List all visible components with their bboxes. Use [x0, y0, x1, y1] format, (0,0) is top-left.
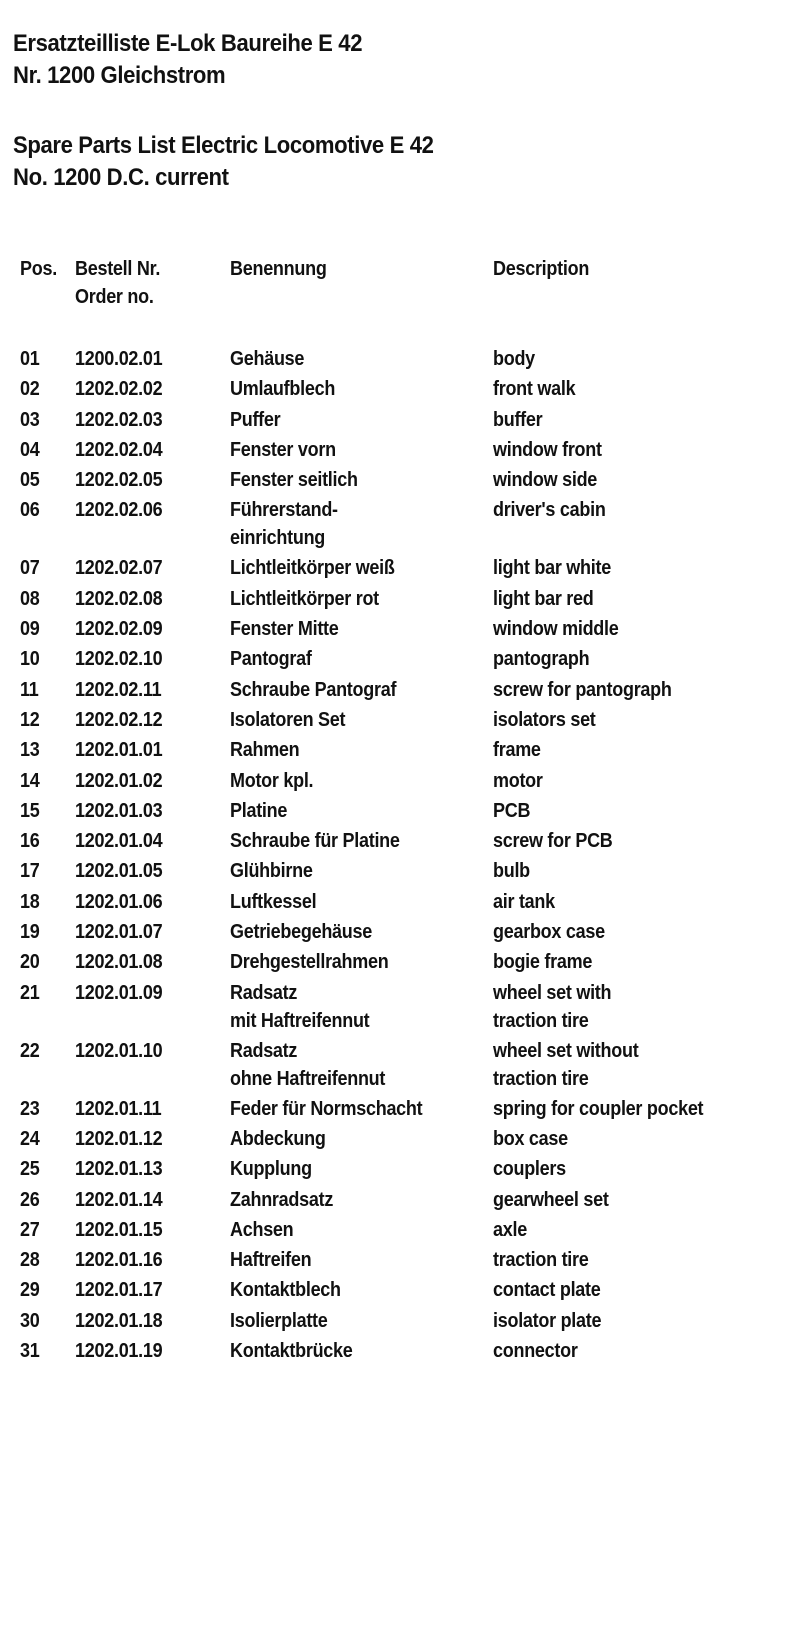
row-description-line: axle	[493, 1218, 527, 1241]
row-name-de	[230, 1276, 341, 1304]
row-pos-line: 19	[20, 921, 40, 944]
row-order-number-line: 1202.01.13	[75, 1158, 163, 1181]
row-description	[493, 979, 611, 1035]
row-name-de-line: Kupplung	[230, 1158, 312, 1181]
row-order-number	[75, 436, 162, 464]
row-description-line: window front	[493, 438, 602, 461]
row-pos-line: 13	[20, 739, 40, 762]
row-description	[493, 436, 602, 464]
row-pos	[20, 706, 39, 734]
row-order-number	[75, 615, 162, 643]
row-description-line: screw for PCB	[493, 830, 613, 853]
row-description	[493, 676, 672, 704]
table-row	[20, 375, 780, 405]
title-english	[13, 130, 434, 194]
table-row	[20, 496, 780, 554]
row-pos-line: 14	[20, 769, 40, 792]
table-header	[20, 255, 780, 345]
header-order-de: Bestell Nr.	[75, 258, 161, 280]
row-order-number-line: 1202.02.04	[75, 438, 163, 461]
row-description-line: screw for pantograph	[493, 678, 672, 701]
table-row	[20, 1125, 780, 1155]
row-pos-line: 10	[20, 648, 40, 671]
table-row	[20, 1216, 780, 1246]
row-order-number	[75, 496, 162, 524]
row-name-de-line: Radsatz	[230, 1039, 298, 1062]
row-description	[493, 797, 530, 825]
table-row	[20, 736, 780, 766]
row-name-de-line: Luftkessel	[230, 890, 317, 913]
row-description-line: front walk	[493, 378, 576, 401]
row-name-de	[230, 406, 280, 434]
row-pos	[20, 1337, 39, 1365]
row-order-number-line: 1202.02.09	[75, 618, 163, 641]
row-description	[493, 1037, 638, 1093]
row-name-de	[230, 918, 372, 946]
row-description	[493, 585, 594, 613]
table-row	[20, 1155, 780, 1185]
row-description-line: buffer	[493, 408, 543, 431]
row-pos-line: 23	[20, 1097, 40, 1120]
row-pos-line: 05	[20, 469, 40, 492]
table-row	[20, 436, 780, 466]
row-description-line: window side	[493, 469, 598, 492]
row-name-de	[230, 797, 287, 825]
row-description-line: air tank	[493, 890, 555, 913]
row-description-line: PCB	[493, 799, 531, 822]
row-name-de-line: Zahnradsatz	[230, 1188, 334, 1211]
table-row	[20, 827, 780, 857]
row-name-de-line: Fenster seitlich	[230, 469, 358, 492]
row-description-line: isolator plate	[493, 1309, 602, 1332]
row-pos-line: 30	[20, 1309, 40, 1332]
row-name-de-line: Platine	[230, 799, 288, 822]
row-pos-line: 08	[20, 587, 40, 610]
row-description-line: gearbox case	[493, 921, 605, 944]
row-pos	[20, 888, 39, 916]
row-order-number	[75, 1216, 162, 1244]
header-pos: Pos.	[20, 258, 57, 280]
row-pos-line: 16	[20, 830, 40, 853]
row-pos	[20, 1216, 39, 1244]
row-order-number	[75, 345, 162, 373]
row-description-line: couplers	[493, 1158, 566, 1181]
row-name-de	[230, 496, 338, 552]
row-name-de-line: Getriebegehäuse	[230, 921, 373, 944]
row-pos	[20, 948, 39, 976]
row-name-de-line: ohne Haftreifennut	[230, 1067, 386, 1090]
title-german	[13, 28, 362, 92]
title-english-line-1: Spare Parts List Electric Locomotive E 42	[13, 132, 434, 159]
row-pos	[20, 767, 39, 795]
row-name-de-line: Haftreifen	[230, 1249, 312, 1272]
row-description-line: light bar red	[493, 587, 594, 610]
row-pos-line: 26	[20, 1188, 40, 1211]
title-german-line-1: Ersatzteilliste E-Lok Baureihe E 42	[13, 30, 363, 57]
row-description	[493, 736, 541, 764]
row-order-number	[75, 1186, 162, 1214]
row-order-number	[75, 375, 162, 403]
row-name-de-line: Fenster Mitte	[230, 618, 339, 641]
row-name-de	[230, 1125, 326, 1153]
row-description	[493, 554, 611, 582]
row-name-de-line: Schraube für Platine	[230, 830, 400, 853]
table-row	[20, 345, 780, 375]
row-description	[493, 1216, 527, 1244]
row-order-number-line: 1202.02.03	[75, 408, 163, 431]
row-pos	[20, 1276, 39, 1304]
row-order-number-line: 1202.02.12	[75, 708, 163, 731]
row-order-number-line: 1202.01.02	[75, 769, 163, 792]
row-pos	[20, 645, 39, 673]
row-order-number	[75, 466, 162, 494]
table-row	[20, 615, 780, 645]
row-description-line: traction tire	[493, 1067, 589, 1090]
table-row	[20, 1276, 780, 1306]
row-order-number-line: 1202.01.10	[75, 1039, 163, 1062]
row-name-de	[230, 827, 400, 855]
row-description-line: frame	[493, 739, 541, 762]
row-pos	[20, 797, 39, 825]
row-pos	[20, 466, 39, 494]
row-order-number-line: 1202.01.08	[75, 951, 163, 974]
row-description-line: wheel set without	[493, 1039, 639, 1062]
row-description	[493, 466, 597, 494]
row-pos	[20, 857, 39, 885]
row-name-de-line: Fenster vorn	[230, 438, 336, 461]
row-pos-line: 31	[20, 1340, 40, 1363]
row-description-line: box case	[493, 1127, 568, 1150]
table-row	[20, 406, 780, 436]
row-pos-line: 28	[20, 1249, 40, 1272]
row-description	[493, 948, 592, 976]
row-pos-line: 01	[20, 348, 40, 370]
row-order-number-line: 1202.02.08	[75, 587, 163, 610]
table-body	[20, 345, 780, 1367]
row-description-line: spring for coupler pocket	[493, 1097, 704, 1120]
row-order-number-line: 1202.01.04	[75, 830, 163, 853]
row-pos-line: 12	[20, 708, 40, 731]
row-pos-line: 29	[20, 1279, 40, 1302]
row-pos	[20, 436, 39, 464]
row-order-number-line: 1202.01.07	[75, 921, 163, 944]
row-pos	[20, 345, 39, 373]
row-order-number	[75, 706, 162, 734]
row-pos-line: 11	[20, 678, 39, 701]
row-description-line: isolators set	[493, 708, 596, 731]
header-order-en: Order no.	[75, 286, 154, 308]
row-name-de	[230, 979, 369, 1035]
row-pos	[20, 1125, 39, 1153]
row-order-number	[75, 1246, 162, 1274]
row-description-line: wheel set with	[493, 981, 612, 1004]
row-pos-line: 09	[20, 618, 40, 641]
row-pos	[20, 615, 39, 643]
header-description: Description	[493, 258, 590, 280]
row-order-number-line: 1202.02.06	[75, 499, 163, 522]
row-name-de	[230, 736, 299, 764]
row-pos	[20, 827, 39, 855]
table-row	[20, 1095, 780, 1125]
row-order-number	[75, 585, 162, 613]
row-order-number	[75, 767, 162, 795]
row-order-number-line: 1202.01.19	[75, 1340, 163, 1363]
table-row	[20, 585, 780, 615]
table-row	[20, 797, 780, 827]
row-order-number	[75, 857, 162, 885]
row-order-number	[75, 918, 162, 946]
parts-table	[20, 255, 780, 1367]
row-name-de	[230, 1037, 385, 1093]
row-pos-line: 03	[20, 408, 40, 431]
row-description-line: motor	[493, 769, 543, 792]
row-order-number-line: 1202.02.11	[75, 678, 162, 701]
row-description	[493, 857, 530, 885]
row-name-de-line: Führerstand-	[230, 499, 338, 522]
row-order-number	[75, 406, 162, 434]
row-pos-line: 24	[20, 1127, 40, 1150]
row-description-line: bulb	[493, 860, 530, 883]
table-row	[20, 706, 780, 736]
row-order-number	[75, 554, 162, 582]
title-german-line-2: Nr. 1200 Gleichstrom	[13, 62, 226, 89]
row-pos	[20, 1307, 39, 1335]
row-pos-line: 20	[20, 951, 40, 974]
table-row	[20, 1307, 780, 1337]
row-name-de-line: Umlaufblech	[230, 378, 336, 401]
row-description-line: driver's cabin	[493, 499, 606, 522]
header-name-de: Benennung	[230, 258, 327, 280]
row-pos-line: 22	[20, 1039, 40, 1062]
row-order-number	[75, 676, 161, 704]
row-description-line: traction tire	[493, 1249, 589, 1272]
row-pos	[20, 1155, 39, 1183]
table-row	[20, 1246, 780, 1276]
row-name-de-line: Drehgestellrahmen	[230, 951, 389, 974]
table-row	[20, 979, 780, 1037]
row-description	[493, 1276, 601, 1304]
row-pos-line: 25	[20, 1158, 40, 1181]
row-description	[493, 827, 613, 855]
row-name-de	[230, 436, 336, 464]
row-order-number-line: 1202.02.05	[75, 469, 163, 492]
row-order-number	[75, 1125, 162, 1153]
row-description-line: gearwheel set	[493, 1188, 609, 1211]
row-name-de	[230, 1186, 333, 1214]
row-order-number	[75, 797, 162, 825]
row-order-number-line: 1202.01.12	[75, 1127, 163, 1150]
row-pos-line: 02	[20, 378, 40, 401]
row-description	[493, 767, 543, 795]
row-pos	[20, 1095, 39, 1123]
row-order-number-line: 1202.01.01	[75, 739, 163, 762]
row-order-number-line: 1202.01.16	[75, 1249, 163, 1272]
row-name-de	[230, 1246, 311, 1274]
row-pos-line: 15	[20, 799, 40, 822]
row-description	[493, 1186, 609, 1214]
row-order-number	[75, 1037, 162, 1065]
row-name-de	[230, 554, 395, 582]
row-pos	[20, 496, 39, 524]
row-order-number-line: 1202.01.11	[75, 1097, 162, 1120]
row-name-de-line: Achsen	[230, 1218, 294, 1241]
table-row	[20, 676, 780, 706]
row-name-de	[230, 1337, 353, 1365]
row-pos-line: 07	[20, 557, 40, 580]
header-order-number	[75, 255, 160, 311]
row-name-de-line: Isolatoren Set	[230, 708, 346, 731]
row-order-number	[75, 736, 162, 764]
row-description-line: light bar white	[493, 557, 611, 580]
row-description-line: bogie frame	[493, 951, 593, 974]
row-order-number-line: 1202.01.05	[75, 860, 163, 883]
row-description	[493, 645, 589, 673]
row-pos	[20, 979, 39, 1007]
row-order-number-line: 1202.01.18	[75, 1309, 163, 1332]
row-order-number	[75, 1276, 162, 1304]
row-name-de	[230, 1216, 293, 1244]
row-name-de-line: mit Haftreifennut	[230, 1009, 370, 1032]
row-pos	[20, 375, 39, 403]
row-name-de	[230, 767, 313, 795]
row-description-line: contact plate	[493, 1279, 601, 1302]
table-row	[20, 554, 780, 584]
row-description	[493, 1246, 589, 1274]
row-order-number-line: 1202.01.15	[75, 1218, 163, 1241]
row-description-line: body	[493, 348, 535, 370]
table-row	[20, 888, 780, 918]
row-name-de-line: Glühbirne	[230, 860, 313, 883]
table-row	[20, 948, 780, 978]
row-name-de	[230, 888, 316, 916]
row-pos	[20, 585, 39, 613]
row-pos-line: 17	[20, 860, 40, 883]
row-name-de-line: Rahmen	[230, 739, 300, 762]
row-name-de-line: Schraube Pantograf	[230, 678, 397, 701]
row-pos-line: 21	[20, 981, 40, 1004]
table-row	[20, 466, 780, 496]
row-description	[493, 345, 535, 373]
row-name-de	[230, 615, 339, 643]
row-name-de-line: Abdeckung	[230, 1127, 326, 1150]
row-pos	[20, 676, 38, 704]
row-order-number	[75, 1155, 162, 1183]
row-name-de	[230, 585, 379, 613]
table-row	[20, 918, 780, 948]
row-description	[493, 615, 618, 643]
row-name-de-line: Lichtleitkörper weiß	[230, 557, 395, 580]
row-description-line: window middle	[493, 618, 619, 641]
row-description	[493, 375, 575, 403]
row-pos-line: 27	[20, 1218, 40, 1241]
row-name-de	[230, 345, 304, 373]
row-name-de	[230, 706, 345, 734]
row-name-de	[230, 948, 388, 976]
row-pos	[20, 1246, 39, 1274]
row-order-number-line: 1202.02.10	[75, 648, 163, 671]
row-order-number	[75, 1095, 161, 1123]
row-pos	[20, 1186, 39, 1214]
row-description	[493, 918, 605, 946]
row-order-number-line: 1202.02.07	[75, 557, 163, 580]
row-name-de-line: Isolierplatte	[230, 1309, 328, 1332]
row-pos-line: 06	[20, 499, 40, 522]
row-pos	[20, 554, 39, 582]
row-order-number	[75, 948, 162, 976]
row-description	[493, 496, 606, 524]
row-name-de-line: Gehäuse	[230, 348, 305, 370]
row-pos	[20, 736, 39, 764]
title-english-line-2: No. 1200 D.C. current	[13, 164, 229, 191]
row-description	[493, 1337, 578, 1365]
row-pos	[20, 1037, 39, 1065]
row-pos-line: 18	[20, 890, 40, 913]
row-order-number	[75, 1337, 162, 1365]
row-description-line: traction tire	[493, 1009, 589, 1032]
row-name-de	[230, 375, 335, 403]
row-pos-line: 04	[20, 438, 40, 461]
row-name-de-line: Kontaktbrücke	[230, 1340, 353, 1363]
row-description-line: connector	[493, 1340, 578, 1363]
row-pos	[20, 918, 39, 946]
table-row	[20, 645, 780, 675]
row-description	[493, 1307, 601, 1335]
row-order-number	[75, 645, 162, 673]
row-name-de-line: Kontaktblech	[230, 1279, 341, 1302]
row-order-number	[75, 827, 162, 855]
row-name-de-line: Motor kpl.	[230, 769, 314, 792]
row-description-line: pantograph	[493, 648, 590, 671]
row-description	[493, 406, 542, 434]
row-name-de	[230, 676, 396, 704]
row-name-de-line: Puffer	[230, 408, 281, 431]
row-order-number-line: 1200.02.01	[75, 348, 163, 370]
row-name-de-line: Feder für Normschacht	[230, 1097, 423, 1120]
table-row	[20, 1037, 780, 1095]
row-name-de	[230, 1095, 422, 1123]
row-order-number-line: 1202.01.03	[75, 799, 163, 822]
table-row	[20, 857, 780, 887]
row-order-number	[75, 1307, 162, 1335]
row-description	[493, 1095, 703, 1123]
table-row	[20, 1337, 780, 1367]
row-name-de	[230, 1307, 328, 1335]
table-row	[20, 1186, 780, 1216]
row-description	[493, 1125, 568, 1153]
row-pos	[20, 406, 39, 434]
row-description	[493, 1155, 566, 1183]
row-order-number-line: 1202.02.02	[75, 378, 163, 401]
row-name-de-line: Radsatz	[230, 981, 298, 1004]
row-name-de	[230, 466, 358, 494]
table-row	[20, 767, 780, 797]
row-name-de	[230, 857, 313, 885]
row-order-number-line: 1202.01.17	[75, 1279, 163, 1302]
row-name-de-line: Lichtleitkörper rot	[230, 587, 379, 610]
row-name-de-line: einrichtung	[230, 527, 326, 550]
row-order-number-line: 1202.01.09	[75, 981, 163, 1004]
row-order-number-line: 1202.01.06	[75, 890, 163, 913]
row-order-number	[75, 888, 162, 916]
row-order-number	[75, 979, 162, 1007]
row-description	[493, 706, 596, 734]
row-name-de-line: Pantograf	[230, 648, 312, 671]
row-description	[493, 888, 555, 916]
row-name-de	[230, 645, 312, 673]
row-name-de	[230, 1155, 312, 1183]
row-order-number-line: 1202.01.14	[75, 1188, 163, 1211]
